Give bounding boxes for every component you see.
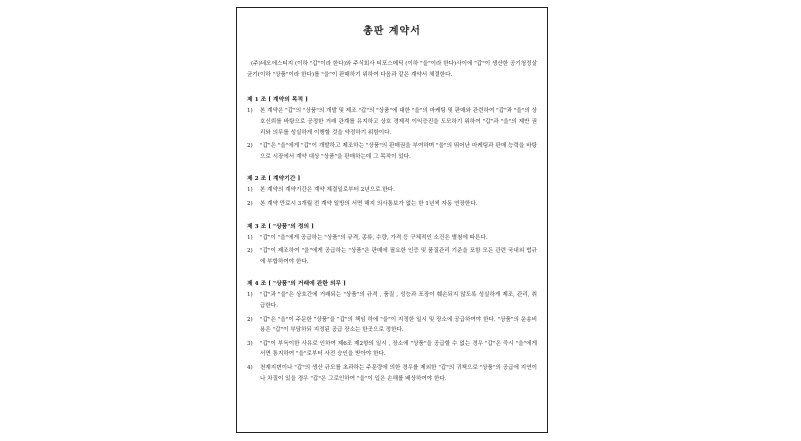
article-section <box>247 95 537 162</box>
intro-paragraph: (주)네오에스티지 (이하 "갑"이라 한다)와 주식회사 티포스메딕 (이하 "을"이라 한다)사이에 "갑"이 생산한 공기청정살균기(이하 "상품"이라 한다)를 "을"이 판매하기 위하여 다음과 같은 계약서 체결한다. <box>247 61 537 79</box>
clause-item <box>247 199 537 210</box>
clause-item <box>247 246 537 267</box>
clause-number: 2) <box>247 200 253 207</box>
article-section <box>247 174 537 209</box>
clause-item <box>247 315 537 336</box>
article-section <box>247 279 537 384</box>
clause-number: 2) <box>247 316 253 323</box>
clause-number: 2) <box>247 248 253 255</box>
clause-text: "갑"이 제조하여 "을"에게 공급하는 "상품"은 판매에 필요한 인증 및 품질관리 기준을 포함 모든 관련 국내외 법규에 부합하여야 한다. <box>260 248 537 265</box>
clause-item <box>247 106 537 138</box>
clause-item <box>247 363 537 384</box>
clause-number: 1) <box>247 234 253 241</box>
clause-text: 본 계약 만료시 3개월 전 계약 일방의 서면 해지 의사통보가 없는 한 1년씩 자동 연장한다. <box>260 200 478 207</box>
document-page <box>236 7 548 433</box>
article-heading: 제 2 조 [ 계약기간 ] <box>247 176 301 183</box>
clause-item <box>247 290 537 311</box>
clause-item <box>247 339 537 360</box>
clause-number: 1) <box>247 108 253 115</box>
clause-text: 본 계약은 "갑"의 "상품"의 개발 및 제조 "갑"의 "상품"에 대한 "을"의 마케팅 및 판매와 관련하여 "갑"과 "을"의 상호신뢰를 바탕으로 공정한 거래 관계를 유지하고 상호 경제적 이익증진을 도모하기 위하여 "갑"과 "을"의 제반 권리와 의무를 성실하게 이행할 것을 약정하기 위함이다. <box>260 108 537 136</box>
clause-item <box>247 233 537 244</box>
clause-text: 천재지변이나 "갑"의 생산 규모를 초과하는 주문량에 의한 경우를 제외한 "갑"의 귀책으로 "상품"의 공급에 지연이나 차질이 있을 경우 "갑"은 그로인하여 "을"이 입은 손해를 배상하여야 한다. <box>260 364 537 382</box>
clause-number: 3) <box>247 340 253 347</box>
clause-text: "갑"이 부득이한 사유로 인하여 제6조 제2항의 일시 , 장소에 "상품"을 공급할 수 없는 경우 "갑"은 즉시 "을"에게 서면 통지하여 "을"로부터 사전 승인을 받아야 한다. <box>260 340 537 358</box>
clause-number: 1) <box>247 292 253 299</box>
clause-text: "갑"은 "을"에게 "갑"이 개발하고 제조하는 "상품"의 판매권을 부여하며 "을"의 뛰어난 마케팅과 판매 능력을 바탕으로 시장에서 계약 대상 "상품"을 판매하는데 그 목적이 있다. <box>260 143 537 160</box>
clause-text: 본 계약의 계약기간은 계약 체결일로부터 2년으로 한다. <box>260 187 395 194</box>
clause-number: 1) <box>247 187 253 194</box>
clause-text: "갑"이 "을"에게 공급하는 "상품"의 규격, 종류, 수량, 가격 등 구체적인 소건은 별첨에 따른다. <box>260 234 488 241</box>
article-heading: 제 4 조 [ "상품"의 거래에 관한 의무 ] <box>247 281 346 288</box>
clause-number: 4) <box>247 364 253 371</box>
article-heading: 제 1 조 [ 계약의 목적 ] <box>247 97 308 104</box>
clause-item <box>247 141 537 162</box>
articles-container <box>247 95 537 384</box>
clause-text: "갑"과 "을"은 상호간에 거래되는 "상품"의 규격 , 품질 , 성능과 포장이 훼손되지 않도록 성실하게 제조, 관리, 취급한다. <box>260 292 537 309</box>
clause-number: 2) <box>247 143 253 150</box>
article-heading: 제 3 조 [ "상품"의 정의 ] <box>247 223 314 230</box>
clause-text: "갑"은 "을"이 주문한 "상품"을 "갑"의 책임 하에 "을"이 지정한 일시 및 장소에 공급하여야 한다. "상품"의 운송비용은 "갑"이 부담하되 지정된 공급 장소는 한곳으로 정한다. <box>260 316 537 334</box>
clause-item <box>247 185 537 196</box>
article-section <box>247 222 537 268</box>
document-title: 총판 계약서 <box>363 26 421 37</box>
